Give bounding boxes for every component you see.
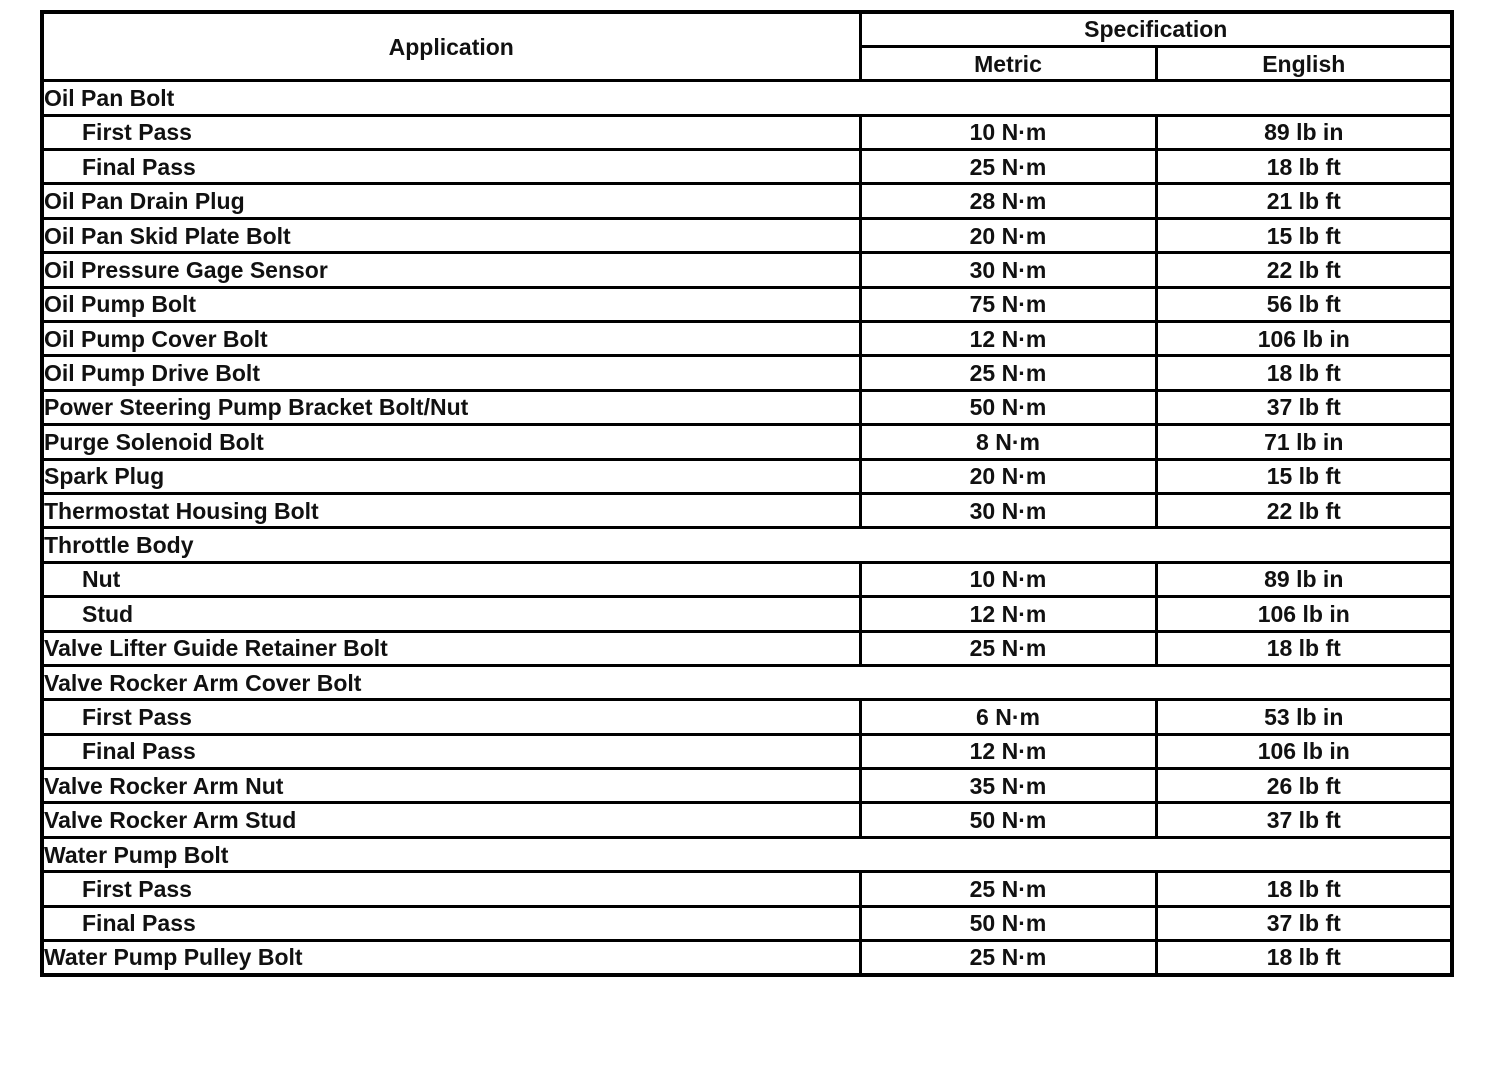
application-cell: Final Pass: [42, 150, 860, 184]
english-cell: 22 lb ft: [1156, 253, 1452, 287]
english-cell: 89 lb in: [1156, 562, 1452, 596]
table-row: [42, 390, 1452, 424]
table-row: [42, 459, 1452, 493]
application-cell: Purge Solenoid Bolt: [42, 425, 860, 459]
table-row: [42, 906, 1452, 940]
table-row: [42, 562, 1452, 596]
table-group-row: [42, 665, 1452, 699]
english-cell: 56 lb ft: [1156, 287, 1452, 321]
metric-cell: 50 N·m: [860, 803, 1156, 837]
application-cell: Thermostat Housing Bolt: [42, 493, 860, 527]
metric-cell: 25 N·m: [860, 356, 1156, 390]
english-cell: 18 lb ft: [1156, 631, 1452, 665]
english-cell: 37 lb ft: [1156, 906, 1452, 940]
english-cell: 15 lb ft: [1156, 459, 1452, 493]
table-header: [42, 12, 1452, 81]
english-cell: 22 lb ft: [1156, 493, 1452, 527]
application-cell: Final Pass: [42, 906, 860, 940]
table-row: [42, 631, 1452, 665]
table-row: [42, 941, 1452, 975]
table-row: [42, 734, 1452, 768]
table-row: [42, 356, 1452, 390]
application-cell: Valve Rocker Arm Nut: [42, 769, 860, 803]
metric-cell: 25 N·m: [860, 872, 1156, 906]
application-cell: Nut: [42, 562, 860, 596]
metric-cell: 6 N·m: [860, 700, 1156, 734]
english-header: English: [1156, 46, 1452, 80]
english-cell: 37 lb ft: [1156, 803, 1452, 837]
application-cell: Valve Lifter Guide Retainer Bolt: [42, 631, 860, 665]
metric-cell: 25 N·m: [860, 631, 1156, 665]
english-cell: 21 lb ft: [1156, 184, 1452, 218]
application-cell: First Pass: [42, 115, 860, 149]
english-cell: 106 lb in: [1156, 322, 1452, 356]
application-group-label: Oil Pan Bolt: [42, 81, 1452, 115]
application-cell: Oil Pan Drain Plug: [42, 184, 860, 218]
metric-cell: 12 N·m: [860, 734, 1156, 768]
table-row: [42, 115, 1452, 149]
application-group-label: Water Pump Bolt: [42, 837, 1452, 871]
table-row: [42, 150, 1452, 184]
table-row: [42, 184, 1452, 218]
metric-cell: 25 N·m: [860, 150, 1156, 184]
table-row: [42, 700, 1452, 734]
table-group-row: [42, 81, 1452, 115]
english-cell: 89 lb in: [1156, 115, 1452, 149]
table-row: [42, 218, 1452, 252]
table-row: [42, 493, 1452, 527]
metric-cell: 10 N·m: [860, 562, 1156, 596]
metric-cell: 50 N·m: [860, 906, 1156, 940]
application-cell: Power Steering Pump Bracket Bolt/Nut: [42, 390, 860, 424]
application-header: Application: [42, 12, 860, 81]
english-cell: 53 lb in: [1156, 700, 1452, 734]
table-row: [42, 597, 1452, 631]
table-body: [42, 81, 1452, 975]
metric-header: Metric: [860, 46, 1156, 80]
application-cell: Oil Pump Cover Bolt: [42, 322, 860, 356]
application-cell: Oil Pump Bolt: [42, 287, 860, 321]
application-group-label: Throttle Body: [42, 528, 1452, 562]
application-cell: Oil Pressure Gage Sensor: [42, 253, 860, 287]
english-cell: 106 lb in: [1156, 734, 1452, 768]
application-group-label: Valve Rocker Arm Cover Bolt: [42, 665, 1452, 699]
application-cell: Stud: [42, 597, 860, 631]
application-cell: Water Pump Pulley Bolt: [42, 941, 860, 975]
table-row: [42, 769, 1452, 803]
application-cell: Oil Pan Skid Plate Bolt: [42, 218, 860, 252]
metric-cell: 12 N·m: [860, 597, 1156, 631]
metric-cell: 30 N·m: [860, 253, 1156, 287]
application-cell: Final Pass: [42, 734, 860, 768]
metric-cell: 8 N·m: [860, 425, 1156, 459]
metric-cell: 28 N·m: [860, 184, 1156, 218]
table-row: [42, 872, 1452, 906]
application-cell: Oil Pump Drive Bolt: [42, 356, 860, 390]
table-row: [42, 803, 1452, 837]
english-cell: 18 lb ft: [1156, 356, 1452, 390]
specification-header: Specification: [860, 12, 1452, 46]
metric-cell: 20 N·m: [860, 218, 1156, 252]
english-cell: 26 lb ft: [1156, 769, 1452, 803]
table-row: [42, 287, 1452, 321]
metric-cell: 50 N·m: [860, 390, 1156, 424]
metric-cell: 25 N·m: [860, 941, 1156, 975]
metric-cell: 35 N·m: [860, 769, 1156, 803]
fastener-torque-table: [40, 10, 1454, 977]
application-cell: First Pass: [42, 700, 860, 734]
metric-cell: 12 N·m: [860, 322, 1156, 356]
application-cell: Spark Plug: [42, 459, 860, 493]
application-cell: First Pass: [42, 872, 860, 906]
table-row: [42, 253, 1452, 287]
metric-cell: 10 N·m: [860, 115, 1156, 149]
metric-cell: 30 N·m: [860, 493, 1156, 527]
english-cell: 15 lb ft: [1156, 218, 1452, 252]
english-cell: 71 lb in: [1156, 425, 1452, 459]
metric-cell: 75 N·m: [860, 287, 1156, 321]
english-cell: 37 lb ft: [1156, 390, 1452, 424]
application-cell: Valve Rocker Arm Stud: [42, 803, 860, 837]
table-row: [42, 425, 1452, 459]
english-cell: 18 lb ft: [1156, 872, 1452, 906]
table-row: [42, 322, 1452, 356]
metric-cell: 20 N·m: [860, 459, 1156, 493]
table-group-row: [42, 837, 1452, 871]
english-cell: 106 lb in: [1156, 597, 1452, 631]
english-cell: 18 lb ft: [1156, 150, 1452, 184]
table-group-row: [42, 528, 1452, 562]
english-cell: 18 lb ft: [1156, 941, 1452, 975]
